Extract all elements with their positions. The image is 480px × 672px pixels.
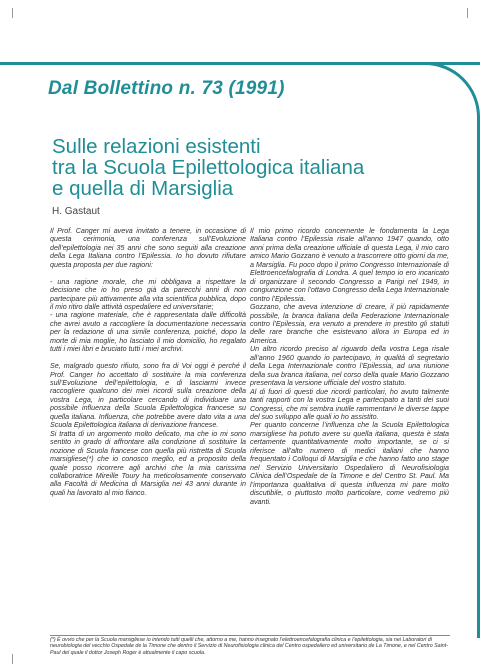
article-title-line: Sulle relazioni esistenti — [52, 135, 261, 158]
author: H. Gastaut — [52, 206, 100, 217]
crop-mark-top-left — [12, 8, 13, 18]
issue-heading: Dal Bollettino n. 73 (1991) — [48, 78, 285, 99]
paragraph: Se, malgrado questo rifiuto, sono fra di Voi oggi è perché il Prof. Canger ho accettato di sostituire la mia conferenza sull’Evoluzione dell’epilettologia, e di lasciarmi invece raccogliere qualcuno dei miei ricordi sulla creazione della vostra Lega, in particolare cercando di individuare una possibile influenza della Scuola Epilettologica francese su quella italiana. Influenza, che potrebbe avere dato vita a una Scuola Epilettologica italiana di derivazione francese. Si tratta di un argomento molto delicato, ma che io mi sono sentito in grado di affrontare alla condizione di sostituire la nozione di Scuola francese con quella più ristretta di Scuola marsigliese(*) che io conosco meglio, ed a proposito della quale posso ricorrere agli archivi che la mia carissima collaboratrice Mireille Toury ha meticolosamente conservato alla Facoltà di Medicina di Marsiglia nei 43 anni durante in quali ha lavorato al mio fianco. — [50, 362, 246, 497]
right-column — [250, 227, 449, 514]
footnote-rule — [50, 635, 450, 636]
footnote: (*) È ovvio che per la Scuola marsigliese io intendo tutti quelli che, attorno a me, hanno insegnato l’elettroencefalografia clinica e l’epilettologia, sia nei Laboratori di neurobiologia del vecchio Ospedale de la Timone che dentro il Servizio di Neurofisiologia clinica del Centro ospedaliero ed universitario de La Timone, e nel Centro Saint-Paul del quale il dottor Joseph Roger è attualmente il capo scuola. — [50, 637, 448, 656]
left-column — [50, 227, 246, 506]
article-title-line: tra la Scuola Epilettologica italiana — [52, 156, 365, 179]
header-rule-corner — [420, 62, 480, 122]
crop-mark-top-right — [467, 8, 468, 18]
article-title-line: e quella di Marsiglia — [52, 177, 234, 200]
article-title — [52, 136, 432, 199]
crop-mark-bottom-left — [12, 654, 13, 664]
paragraph: - una ragione morale, che mi obbligava a rispettare la decisione che io ho preso già da parecchi anni di non partecipare più attivamente alla vita scientifica pubblica, dopo il mio ritiro dalle attività ospedaliere ed universitarie; - una ragione materiale, che è rappresentata dalle difficoltà che avrei avuto a raccogliere la documentazione necessaria per la redazione di una simile conferenza, poiché, dopo la morte di mia moglie, ho lasciato il mio domicilio, ho regalato tutti i miei libri e bruciato tutti i miei archivi. — [50, 277, 246, 354]
paragraph: Il mio primo ricordo concernente le fondamenta la Lega Italiana contro l’Epilessia risale all’anno 1947 quando, otto anni prima della creazione ufficiale di questa Lega, il mio caro amico Mario Gozzano è venuto a trascorrere otto giorni da me, a Marsiglia. Fu poco dopo il primo Congresso Internazionale di Elettroencefalografia di Londra. A quel tempo io ero incaricato di organizzare il secondo Congresso a Parigi nel 1949, in congiunzione con l’ottavo Congresso della Lega Internazionale contro l’Epilessia. Gozzano, che aveva intenzione di creare, il più rapidamente possibile, la branca italiana della Federazione Internazionale contro l’Epilessia, era venuto a prendere in prestito gli statuti delle rare branche che esistevano allora in Europa ed in America. Un altro ricordo preciso al riguardo della vostra Lega risale all’anno 1960 quando io partecipavo, in qualità di segretario della Lega Internazionale contro l’Epilessia, ad una riunione della sua branca italiana, nel corso della quale Mario Gozzano presentava la versione ufficiale del vostro statuto. Al di fuori di questi due ricordi particolari, ho avuto talmente tanti rapporti con la vostra Lega e partecipato a tanti dei suoi Congressi, che mi sembra inutile rammentarvi le diverse tappe del suo sviluppo alle quali io ho assistito. Per quanto concerne l’influenza che la Scuola Epilettologica marsigliese ha potuto avere su quella italiana, questa è stata certamente quantitativamente molto importante, se ci si riferisce all’alto numero di medici italiani che hanno frequentato i Colloqui di Marsiglia e che hanno fatto uno stage nel Servizio Universitario Ospedaliero di Neurofisiologia Clinica dell’Ospedale de la Timone e del Centro St. Paul. Ma l’importanza qualitativa di questa influenza mi pare molto discutibile, o piuttosto molto particolare, come vedremo più avanti. — [250, 227, 449, 506]
header-rule — [0, 62, 480, 65]
paragraph: Il Prof. Canger mi aveva invitato a tenere, in occasione di questa cerimonia, una conferenza sull’Evoluzione dell’epilettologia nei 35 anni che sono seguiti alla creazione della Lega Italiana contro l’Epilessia. Io ho dovuto rifiutare questa proposta per due ragioni: — [50, 227, 246, 269]
